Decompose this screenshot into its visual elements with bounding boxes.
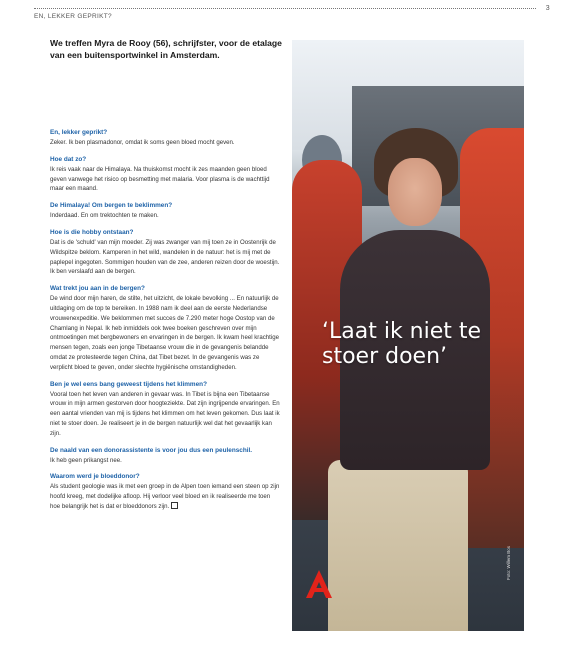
answer: Inderdaad. En om trektochten te maken.	[50, 212, 159, 220]
question: Hoe dat zo?	[50, 155, 87, 163]
qa-item	[50, 228, 282, 277]
answer-text: Als student geologie was ik met een groep in de Alpen toen iemand een steen op zijn hoofd kreeg, met dodelijke afloop. Hij verloor veel bloed en ik realiseerde me toen hoe belangrijk het is dat er bloeddonors zijn.	[50, 483, 280, 510]
interview-column	[50, 128, 282, 519]
page-header	[34, 5, 550, 22]
sanquin-logo-icon	[302, 568, 336, 602]
qa-item	[50, 446, 282, 466]
question: De Himalaya! Om bergen te beklimmen?	[50, 202, 173, 210]
dotted-rule	[34, 8, 536, 9]
page-number: 3	[545, 5, 550, 12]
question: Ben je wel eens bang geweest tijdens het klimmen?	[50, 380, 207, 388]
answer: De wind door mijn haren, de stilte, het uitzicht, de lokale bevolking ... En natuurlijk de uitdaging om de top te bereiken. In 1988 nam ik deel aan de eerste Nederlandse vrouwenexpeditie. We beklommen met succes de 7.290 meter hoge Oostop van de Chamlang in Nepal. Ik heb inmiddels ook twee boeken geschreven over mijn ontmoetingen met bergbewoners en ervaringen in de bergen. Ik kwam heel krachtige mensen tegen, zoals een jonge Tibetaanse vrouw die in de gevangenis belandde omdat ze protesteerde tegen China, dat Tibet bezet. In de gevangenis was ze verplicht bloed te geven, onder slechte hygiënische omstandigheden.	[50, 295, 279, 371]
question: De naald van een donorassistente is voor jou dus een peulenschil.	[50, 446, 253, 454]
question: Waarom werd je bloeddonor?	[50, 473, 140, 481]
pull-quote: ‘Laat ik niet te stoer doen’	[322, 319, 482, 369]
section-title: EN, LEKKER GEPRIKT?	[34, 13, 112, 20]
question: En, lekker geprikt?	[50, 129, 108, 136]
qa-item	[50, 128, 282, 148]
qa-item	[50, 380, 282, 439]
intro-paragraph: We treffen Myra de Rooy (56), schrijfster, voor de etalage van een buitensportwinkel in Amsterdam.	[50, 38, 282, 60]
qa-item	[50, 201, 282, 221]
answer: Ik reis vaak naar de Himalaya. Na thuiskomst mocht ik zes maanden geen bloed geven vanwege het risico op besmetting met malaria. Voor plasma is de wachttijd maar een maand.	[50, 165, 270, 193]
answer: Ik heb geen prikangst nee.	[50, 456, 122, 464]
answer: Zeker. Ik ben plasmadonor, omdat ik soms geen bloed mocht geven.	[50, 139, 235, 146]
question: Wat trekt jou aan in de bergen?	[50, 285, 145, 293]
end-mark-icon	[171, 502, 178, 509]
photo-credit: Foto: Willem Bos	[506, 545, 511, 580]
qa-item	[50, 155, 282, 194]
qa-item	[50, 472, 282, 511]
answer	[50, 482, 282, 511]
person-face	[388, 158, 442, 226]
question: Hoe is die hobby ontstaan?	[50, 228, 134, 236]
qa-item	[50, 284, 282, 372]
portrait-photo	[292, 40, 524, 631]
answer: Dat is de 'schuld' van mijn moeder. Zij was zwanger van mij toen ze in Oostenrijk de Wildspitze beklom. Kamperen in het wild, wandelen in de natuur: het is mij met de paplepel ingegoten. Sommigen houden van de zee, anderen reizen door de woestijn. Ik ben verslaafd aan de bergen.	[50, 238, 280, 276]
answer: Vooral toen het leven van anderen in gevaar was. In Tibet is bijna een Tibetaanse vrouw in mijn armen gestorven door hoogteziekte. Dat zijn ingrijpende ervaringen. En een aantal vrienden van mij is tijdens het klimmen om het leven gekomen. Dus laat ik niet te stoer doen. Je realiseert je in de bergen natuurlijk wel dat het gevaarlijk kan zijn.	[50, 390, 280, 437]
person-trousers	[328, 460, 468, 631]
